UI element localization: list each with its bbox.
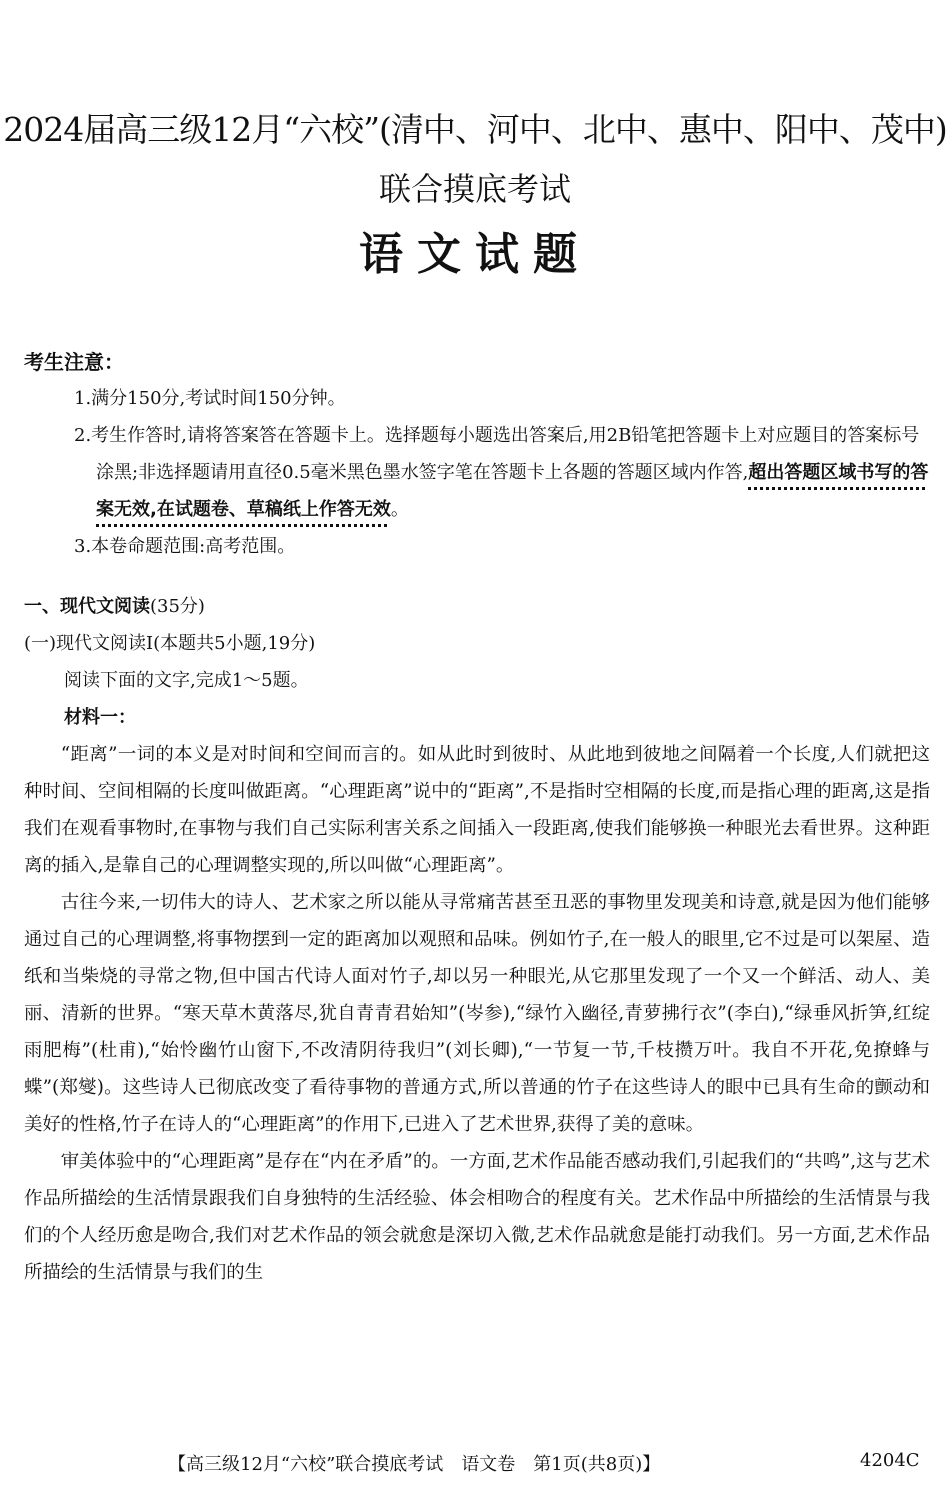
notice-item-text: 2.考生作答时,请将答案答在答题卡上。选择题每小题选出答案后,用2B铅笔把答题卡上对应题目的答案标号涂黑;非选择题请用直径0.5毫米黑色墨水签字笔在答题卡上各题的答题区域内作答, [74, 425, 920, 483]
sub-heading: (一)现代文阅读Ⅰ(本题共5小题,19分) [24, 633, 316, 654]
material-label: 材料一： [64, 707, 136, 728]
notice-item [74, 417, 934, 528]
notice-item-end: 。 [390, 499, 409, 520]
notice-heading: 考生注意： [24, 350, 124, 374]
footer-text: 【高三级12月“六校”联合摸底考试 语文卷 第1页(共8页)】 [168, 1454, 661, 1475]
notice-list [74, 380, 934, 565]
part-heading [24, 592, 205, 618]
passage-paragraph: 古往今来,一切伟大的诗人、艺术家之所以能从寻常痛苦甚至丑恶的事物里发现美和诗意,就是因为他们能够通过自己的心理调整,将事物摆到一定的距离加以观照和品味。例如竹子,在一般人的眼里,它不过是可以架屋、造纸和当柴烧的寻常之物,但中国古代诗人面对竹子,却以另一种眼光,从它那里发现了一个又一个鲜活、动人、美丽、清新的世界。“寒天草木黄落尽,犹自青青君始知”(岑参),“绿竹入幽径,青萝拂行衣”(李白),“绿垂风折笋,红绽雨肥梅”(杜甫),“始怜幽竹山窗下,不改清阴待我归”(刘长卿),“一节复一节,千枝攒万叶。我自不开花,免撩蜂与蝶”(郑燮)。这些诗人已彻底改变了看待事物的普通方式,所以普通的竹子在这些诗人的眼中已具有生命的颤动和美好的性格,竹子在诗人的“心理距离”的作用下,已进入了艺术世界,获得了美的意味。 [24, 892, 930, 1135]
exam-subtitle: 联合摸底考试 [378, 170, 571, 208]
passage-paragraph: 审美体验中的“心理距离”是存在“内在矛盾”的。一方面,艺术作品能否感动我们,引起我们的“共鸣”,这与艺术作品所描绘的生活情景跟我们自身独特的生活经验、体会相吻合的程度有关。艺术作品中所描绘的生活情景与我们的个人经历愈是吻合,我们对艺术作品的领会就愈是深切入微,艺术作品就愈是能打动我们。另一方面,艺术作品所描绘的生活情景与我们的生 [24, 1151, 930, 1283]
notice-item: 3.本卷命题范围:高考范围。 [74, 536, 296, 557]
part-heading-score: (35分) [150, 596, 205, 617]
notice-item: 1.满分150分,考试时间150分钟。 [74, 388, 346, 409]
part-heading-label: 一、现代文阅读 [24, 596, 150, 617]
passage [24, 736, 930, 1291]
passage-paragraph: “距离”一词的本义是对时间和空间而言的。如从此时到彼时、从此地到彼地之间隔着一个长度,人们就把这种时间、空间相隔的长度叫做距离。“心理距离”说中的“距离”,不是指时空相隔的长度,而是指心理的距离,这是指我们在观看事物时,在事物与我们自己实际利害关系之间插入一段距离,使我们能够换一种眼光去看世界。这种距离的插入,是靠自己的心理调整实现的,所以叫做“心理距离”。 [24, 744, 930, 876]
exam-title: 2024届高三级12月“六校”(清中、河中、北中、惠中、阳中、茂中) [3, 110, 947, 149]
instruction: 阅读下面的文字,完成1～5题。 [64, 670, 309, 691]
notice-emphasis: 超出答题区域书写的答案无效,在试题卷、草稿纸上作答无效 [96, 462, 929, 520]
footer-code: 4204C [860, 1450, 920, 1471]
subject-title: 语文试题 [359, 229, 591, 280]
